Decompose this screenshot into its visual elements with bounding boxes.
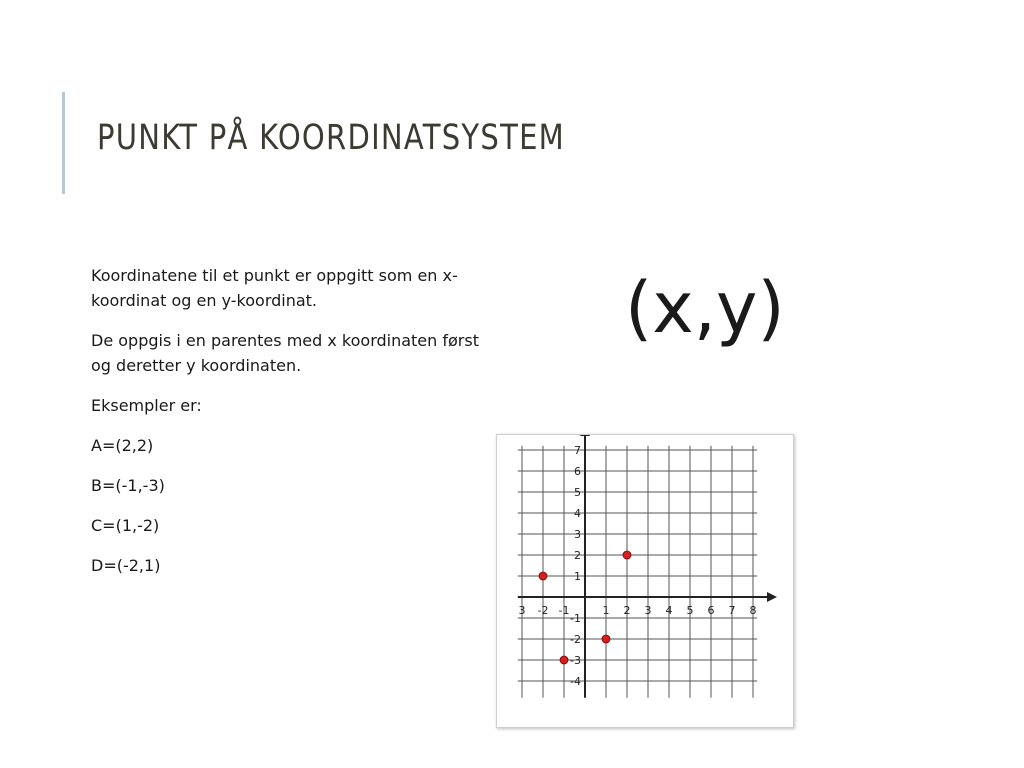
x-tick-label: 5: [686, 604, 694, 617]
body-paragraph-2: De oppgis i en parentes med x koordinaten først og deretter y koordinaten.: [91, 331, 479, 375]
slide-title: PUNKT PÅ KOORDINATSYSTEM: [97, 118, 565, 158]
y-tick-label: 6: [574, 465, 581, 478]
y-tick-label: -3: [570, 654, 581, 667]
x-tick-label: 2: [623, 604, 631, 617]
data-point: [623, 551, 631, 559]
x-tick-label: 6: [707, 604, 715, 617]
y-tick-label: 7: [574, 444, 581, 457]
coordinate-formula: (x,y): [625, 267, 785, 349]
x-tick-label: -2: [537, 604, 549, 617]
y-tick-label: 4: [574, 507, 581, 520]
body-paragraph-1: Koordinatene til et punkt er oppgitt som en x-koordinat og en y-koordinat.: [91, 266, 458, 310]
coordinate-chart: [496, 434, 794, 728]
y-tick-label: -4: [570, 675, 581, 688]
y-tick-label: 3: [574, 528, 581, 541]
data-point: [539, 572, 547, 580]
slide-body: [91, 263, 481, 593]
x-tick-label: 7: [728, 604, 736, 617]
y-axis-arrow: [580, 435, 590, 436]
x-tick-label: 3: [644, 604, 652, 617]
y-tick-label: -1: [570, 612, 581, 625]
title-accent-bar: [62, 92, 65, 194]
y-tick-label: 5: [574, 486, 581, 499]
x-tick-label: 8: [749, 604, 757, 617]
data-point: [560, 656, 568, 664]
x-tick-label: -1: [558, 604, 570, 617]
example-point-b: B=(-1,-3): [91, 476, 165, 495]
example-point-d: D=(-2,1): [91, 556, 161, 575]
body-paragraph-3: Eksempler er:: [91, 396, 202, 415]
y-tick-label: 2: [574, 549, 581, 562]
x-tick-label: 3: [518, 604, 526, 617]
example-point-a: A=(2,2): [91, 436, 154, 455]
data-point: [602, 635, 610, 643]
x-tick-label: 4: [665, 604, 673, 617]
y-tick-label: -2: [570, 633, 581, 646]
y-tick-label: 1: [574, 570, 581, 583]
x-axis-arrow: [767, 592, 777, 602]
coordinate-grid-svg: [497, 435, 793, 727]
example-point-c: C=(1,-2): [91, 516, 160, 535]
x-tick-label: 1: [602, 604, 610, 617]
